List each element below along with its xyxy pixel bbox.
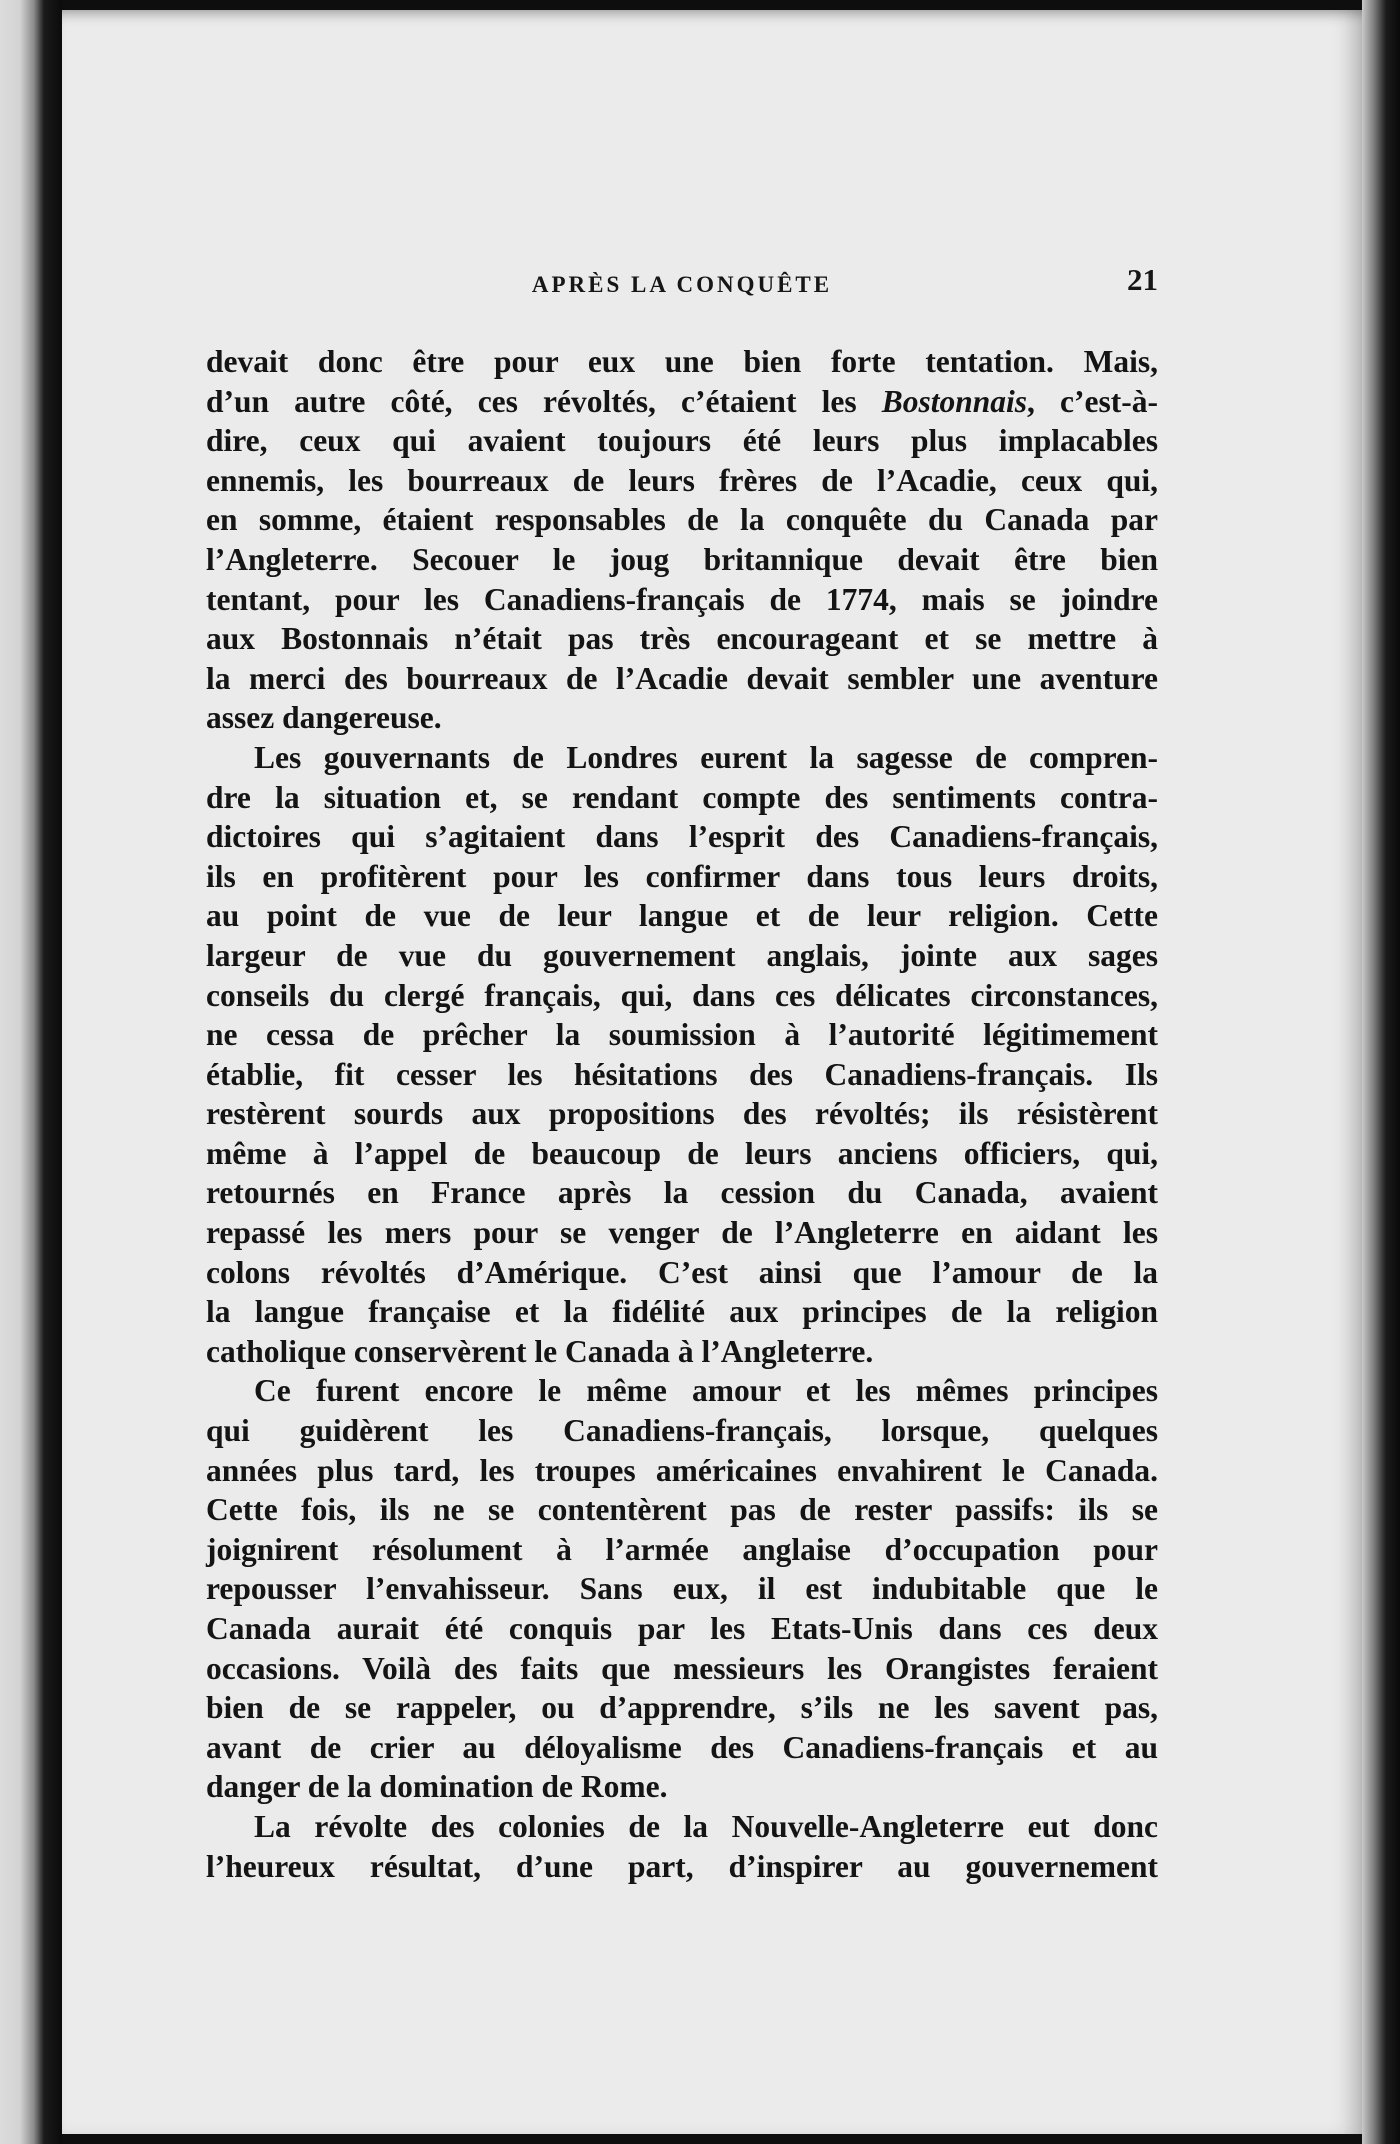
text-line: avant de crier au déloyalisme des Canadiens-français et au — [206, 1729, 1158, 1765]
text-line: Ce furent encore le même amour et les mêmes principes — [254, 1373, 1158, 1409]
text-line: retournés en France après la cession du Canada, avaient — [206, 1175, 1158, 1211]
text-line: la merci des bourreaux de l’Acadie devait sembler une aventure — [206, 660, 1158, 696]
paragraph — [206, 738, 1158, 1372]
running-head: APRÈS LA CONQUÊTE — [531, 272, 833, 297]
paragraph — [206, 342, 1158, 738]
text-line: aux Bostonnais n’était pas très encourageant et se mettre à — [206, 621, 1158, 657]
text-line: l’Angleterre. Secouer le joug britannique devait être bien — [206, 541, 1158, 577]
text-line: repassé les mers pour se venger de l’Angleterre en aidant les — [206, 1215, 1158, 1251]
text-line: danger de la domination de Rome. — [206, 1769, 668, 1805]
text-line: d’un autre côté, ces révoltés, c’étaient les Bostonnais, c’est-à- — [206, 383, 1158, 419]
text-line: dire, ceux qui avaient toujours été leurs plus implacables — [206, 423, 1158, 459]
text-line: repousser l’envahisseur. Sans eux, il est indubitable que le — [206, 1571, 1158, 1607]
text-line: qui guidèrent les Canadiens-français, lorsque, quelques — [206, 1413, 1158, 1449]
text-line: même à l’appel de beaucoup de leurs anciens officiers, qui, — [206, 1135, 1158, 1171]
binding-edge-left — [0, 0, 62, 2144]
text-line: ennemis, les bourreaux de leurs frères de l’Acadie, ceux qui, — [206, 462, 1158, 498]
text-line: établie, fit cesser les hésitations des Canadiens-français. Ils — [206, 1056, 1158, 1092]
page-number: 21 — [1127, 262, 1158, 297]
text-line: la langue française et la fidélité aux principes de la religion — [206, 1294, 1158, 1330]
body-text — [206, 342, 1158, 1886]
text-line: ils en profitèrent pour les confirmer dans tous leurs droits, — [206, 858, 1158, 894]
page-header — [206, 262, 1158, 306]
paragraph — [206, 1371, 1158, 1807]
text-line: années plus tard, les troupes américaines envahirent le Canada. — [206, 1452, 1158, 1488]
text-line: tentant, pour les Canadiens-français de 1774, mais se joindre — [206, 581, 1158, 617]
paragraph — [206, 1807, 1158, 1886]
text-line: dre la situation et, se rendant compte des sentiments contra- — [206, 779, 1158, 815]
text-line: l’heureux résultat, d’une part, d’inspirer au gouvernement — [206, 1848, 1158, 1884]
text-line: largeur de vue du gouvernement anglais, jointe aux sages — [206, 937, 1158, 973]
text-line: conseils du clergé français, qui, dans ces délicates circonstances, — [206, 977, 1158, 1013]
text-line: Canada aurait été conquis par les Etats-Unis dans ces deux — [206, 1611, 1158, 1646]
text-line: La révolte des colonies de la Nouvelle-Angleterre eut donc — [254, 1808, 1158, 1844]
text-line: en somme, étaient responsables de la conquête du Canada par — [206, 502, 1158, 538]
text-line: assez dangereuse. — [206, 700, 442, 736]
text-line: devait donc être pour eux une bien forte tentation. Mais, — [206, 344, 1158, 379]
text-line: joignirent résolument à l’armée anglaise d’occupation pour — [206, 1531, 1158, 1567]
text-line: dictoires qui s’agitaient dans l’esprit des Canadiens-français, — [206, 819, 1158, 855]
text-line: colons révoltés d’Amérique. C’est ainsi que l’amour de la — [206, 1254, 1158, 1290]
text-line: catholique conservèrent le Canada à l’Angleterre. — [206, 1333, 874, 1369]
text-line: bien de se rappeler, ou d’apprendre, s’ils ne les savent pas, — [206, 1690, 1158, 1726]
text-line: au point de vue de leur langue et de leur religion. Cette — [206, 898, 1158, 934]
text-line: occasions. Voilà des faits que messieurs les Orangistes feraient — [206, 1650, 1158, 1686]
text-line: restèrent sourds aux propositions des révoltés; ils résistèrent — [206, 1096, 1158, 1132]
text-line: ne cessa de prêcher la soumission à l’autorité légitimement — [206, 1017, 1158, 1053]
text-line: Cette fois, ils ne se contentèrent pas de rester passifs: ils se — [206, 1492, 1158, 1528]
page-edge-right — [1362, 0, 1400, 2144]
text-line: Les gouvernants de Londres eurent la sagesse de compren- — [254, 739, 1158, 775]
